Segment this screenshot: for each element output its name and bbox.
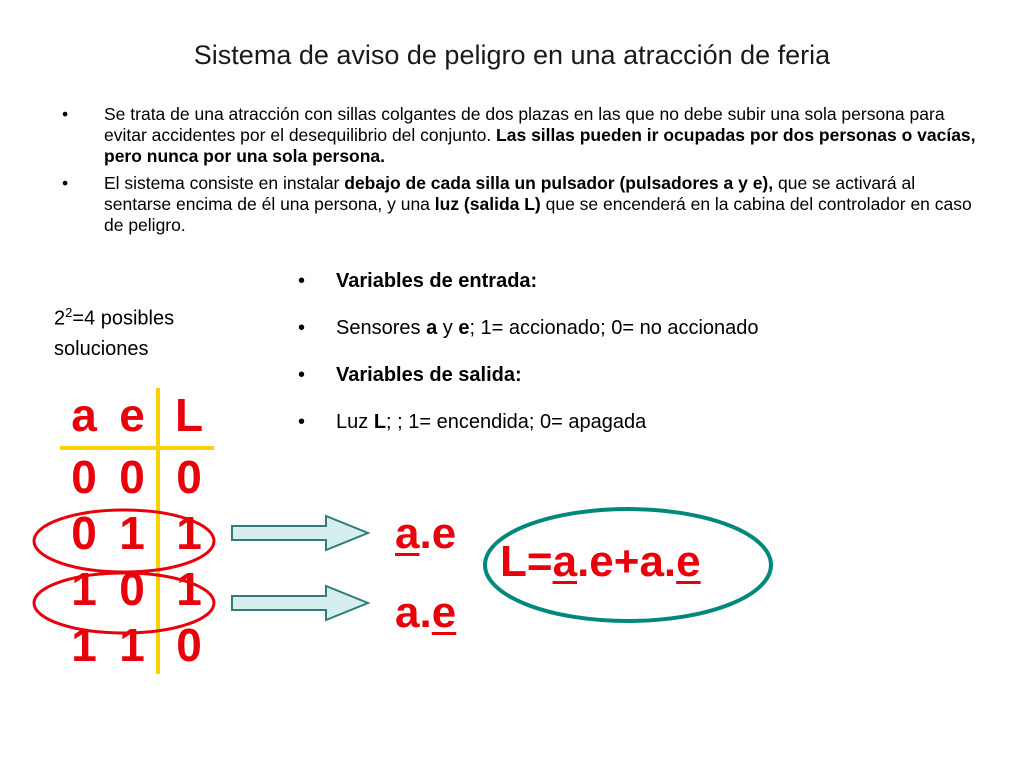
bullet2-text-3: que se encenderá en la cabina del controlador en caso de peligro.	[104, 194, 972, 235]
output-variables-heading: • Variables de salida:	[298, 362, 938, 409]
exponent: 2	[65, 305, 73, 320]
table-row: 1 0 1	[60, 562, 214, 618]
row-highlight-ellipse-1	[34, 510, 214, 572]
slide-title: Sistema de aviso de peligro en una atracción de feria	[193, 40, 831, 70]
bullet2-text-2: que se activará al sentarse encima de él una persona, y una	[104, 173, 916, 214]
bullet2-text-1: El sistema consiste en instalar	[104, 173, 345, 193]
sensors-item: • Sensores a y e; 1= accionado; 0= no accionado	[298, 315, 938, 362]
arrow-2	[232, 586, 368, 620]
bullet1-text: Se trata de una atracción con sillas colgantes de dos plazas en las que no debe subir una sola persona para evitar accidentes por el desequilibrio del conjunto.	[104, 104, 945, 145]
header-e: e	[108, 388, 158, 448]
table-row: 0 1 1	[60, 506, 214, 562]
arrow-1	[232, 516, 368, 550]
term-not-a-e: a.e	[395, 509, 457, 558]
bullet1-bold: Las sillas pueden ir ocupadas por dos personas o vacías, pero nunca por una sola persona.	[104, 125, 976, 166]
output-equation: L=a.e+a.e	[500, 537, 701, 586]
header-a: a	[60, 388, 108, 448]
row-highlight-ellipse-2	[34, 573, 214, 633]
light-item: • Luz L; ; 1= encendida; 0= apagada	[298, 409, 938, 456]
table-row: 0 0 0	[60, 448, 214, 506]
term-a-not-e: a.e	[395, 588, 457, 637]
table-row: 1 1 0	[60, 618, 214, 674]
bullet2-bold-2: luz (salida L)	[434, 194, 541, 214]
header-l: L	[158, 388, 214, 448]
combinations-note: $2^2=4$ posibles soluciones	[54, 305, 175, 360]
input-variables-heading: • Variables de entrada:	[298, 268, 938, 315]
bullet2-bold-1: debajo de cada silla un pulsador (pulsadores a y e),	[344, 173, 774, 193]
